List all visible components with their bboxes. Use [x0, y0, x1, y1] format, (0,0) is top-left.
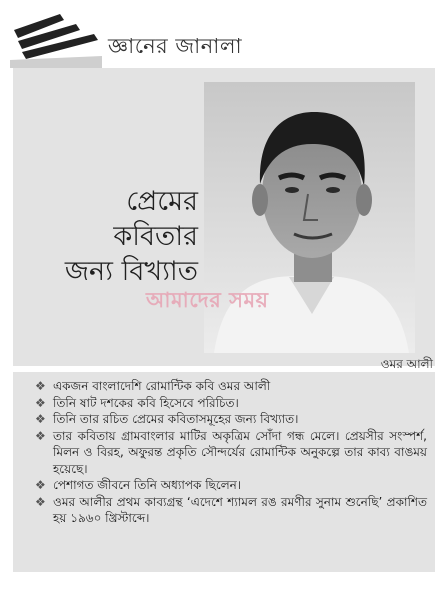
facts-box — [13, 372, 435, 572]
fact-text: ওমর আলীর প্রথম কাব্যগ্রন্থ ‘এদেশে শ্যামল রঙ রমণীর সুনাম শুনেছি’ প্রকাশিত হয় ১৯৬০ খ্রিস্টাব্দে। — [53, 494, 427, 525]
fact-item — [35, 428, 427, 478]
fact-item — [35, 378, 427, 395]
fact-item — [35, 494, 427, 527]
fact-text: তিনি ষাট দশকের কবি হিসেবে পরিচিত। — [53, 395, 239, 410]
newspaper-watermark: আমাদের সময় — [146, 288, 269, 312]
fact-item — [35, 411, 427, 428]
diamond-bullet-icon: ❖ — [35, 395, 46, 410]
headline-line: জন্য বিখ্যাত — [64, 256, 198, 287]
diamond-bullet-icon: ❖ — [35, 494, 46, 509]
diamond-bullet-icon: ❖ — [35, 412, 46, 426]
section-title: জ্ঞানের জানালা — [108, 34, 243, 58]
photo-caption: ওমর আলী — [380, 357, 433, 371]
headline-line: কবিতার — [113, 221, 198, 252]
fact-text: একজন বাংলাদেশি রোমান্টিক কবি ওমর আলী — [53, 379, 271, 393]
diamond-bullet-icon: ❖ — [35, 379, 46, 393]
headline-line: প্রেমের — [126, 186, 198, 217]
fact-text: তিনি তার রচিত প্রেমের কবিতাসমূহের জন্য বিখ্যাত। — [53, 412, 299, 426]
headline — [28, 184, 198, 289]
section-header — [0, 0, 445, 72]
fact-item — [35, 477, 427, 494]
fact-item — [35, 395, 427, 412]
facts-list — [13, 372, 435, 527]
diamond-bullet-icon: ❖ — [35, 428, 46, 443]
book-stack-icon — [10, 10, 102, 68]
fact-text: তার কবিতায় গ্রামবাংলার মাটির অকৃত্রিম সোঁদা গন্ধ মেলে। প্রেয়সীর সংস্পর্শ, মিলন ও বিরহ, অফুরন্ত প্রকৃতি সৌন্দর্যের রোমান্টিক অনুকল্পে তার কাব্য বাঙময় হয়েছে। — [53, 428, 427, 476]
fact-text: পেশাগত জীবনে তিনি অধ্যাপক ছিলেন। — [53, 478, 242, 492]
diamond-bullet-icon: ❖ — [35, 478, 46, 492]
